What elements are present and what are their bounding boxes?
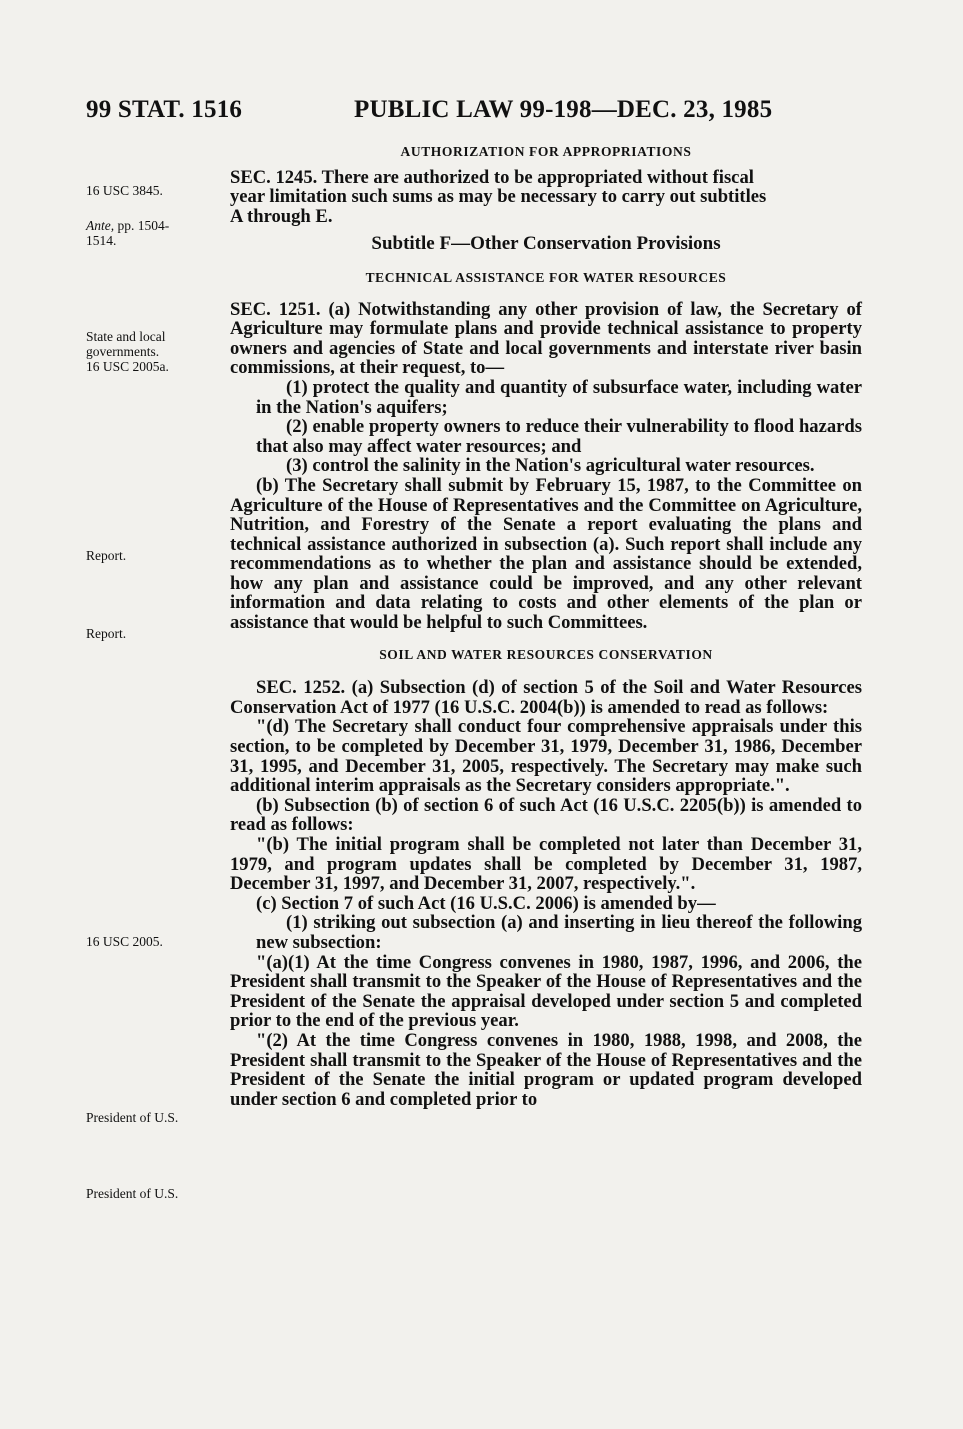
margin-note-usc-3845: 16 USC 3845. [86,183,163,198]
margin-note-state-local [86,329,226,374]
section-1252-a: SEC. 1252. (a) Subsection (d) of section 5 of the Soil and Water Resources Conservation Act of 1977 (16 U.S.C. 2004(b)) is amended to read as follows: [230,677,862,718]
para-text: (1) protect the quality and quantity of subsurface water, including water in the Nation's aquifers; [256,376,862,418]
margin-note-ante [86,218,226,248]
section-1245 [230,168,862,227]
section-1251-a: SEC. 1251. (a) Notwithstanding any other provision of law, the Secretary of Agriculture may formulate plans and provide technical assistance to property owners and agencies of State and local governments and interstate river basin commissions, at their request, to— [230,298,862,379]
margin-note-president-1: President of U.S. [86,1110,179,1125]
subtitle-f-heading: Subtitle F—Other Conservation Provisions [371,233,721,255]
section-1252-b-quote: "(b) The initial program shall be completed not later than December 31, 1979, and program updates shall be completed by December 31, 1987, December 31, 1997, and December 31, 2007, respectively.". [230,834,862,895]
section-1245-line: SEC. 1245. There are authorized to be appropriated without fiscal [230,166,754,188]
section-1252-c: (c) Section 7 of such Act (16 U.S.C. 2006) is amended by— [256,892,716,914]
section-1252-b: (b) Subsection (b) of section 6 of such Act (16 U.S.C. 2205(b)) is amended to read as follows: [230,794,862,836]
stat-page-number: 99 STAT. 1516 [86,96,243,123]
margin-note-line: State and local [86,329,166,344]
para-text: (3) control the salinity in the Nation's agricultural water resources. [286,455,815,477]
heading-soil-water: SOIL AND WATER RESOURCES CONSERVATION [379,646,713,662]
section-1245-line: A through E. [230,205,333,227]
margin-note-line: governments. [86,344,160,359]
margin-note-report-1: Report. [86,548,127,563]
section-1252-c1-a1: "(a)(1) At the time Congress convenes in 1980, 1987, 1996, and 2006, the President shall transmit to the Speaker of the House of Representatives and the President of the Senate the appraisal developed under section 5 and completed prior to the end of the previous year. [230,951,862,1032]
section-1251-a2 [230,417,862,456]
margin-note-line: 16 USC 2005a. [86,359,169,374]
section-1245-line: year limitation such sums as may be necessary to carry out subtitles [230,186,767,208]
body-text [230,142,862,1109]
margin-note-ante-pages: pp. 1504- [114,218,170,233]
section-1252-c1-a2: "(2) At the time Congress convenes in 1980, 1988, 1998, and 2008, the President shall transmit to the Speaker of the House of Representatives and the President of the Senate the initial program or updated program developed under section 6 and completed prior to [230,1029,862,1110]
margin-note-president-2: President of U.S. [86,1186,179,1201]
law-title: PUBLIC LAW 99-198—DEC. 23, 1985 [354,96,773,123]
section-1252-a-quote: "(d) The Secretary shall conduct four comprehensive appraisals under this section, to be completed by December 31, 1979, December 31, 1986, December 31, 1995, and December 31, 2005, respectively. The Secretary may make such additional interim appraisals as the Secretary considers appropriate.". [230,716,862,797]
heading-technical-assistance: TECHNICAL ASSISTANCE FOR WATER RESOURCES [365,269,727,285]
margin-note-ante-italic: Ante, [86,218,115,233]
margin-note-report-2: Report. [86,626,127,641]
para-text: (1) striking out subsection (a) and inserting in lieu thereof the following new subsection: [256,912,862,953]
para-text: (2) enable property owners to reduce their vulnerability to flood hazards that also may affect water resources; and [256,416,862,457]
section-1252-c1 [230,913,862,952]
margin-note-usc-2005: 16 USC 2005. [86,934,163,949]
section-1251-a1 [230,378,862,417]
section-1251-b: (b) The Secretary shall submit by February 15, 1987, to the Committee on Agriculture of the House of Representatives and the Committee on Agriculture, Nutrition, and Forestry of the Senate a report evaluating the plans and technical assistance authorized in subsection (a). Such report shall include any recommendations as to whether the plan and assistance should be extended, how any plan and assistance could be improved, and any other relevant information and data relating to costs and other elements of the plan or assistance that would be helpful to such Committees. [230,474,862,634]
margin-note-ante-line2: 1514. [86,233,117,248]
heading-authorization: AUTHORIZATION FOR APPROPRIATIONS [400,144,692,159]
section-1251-a3 [230,456,862,476]
